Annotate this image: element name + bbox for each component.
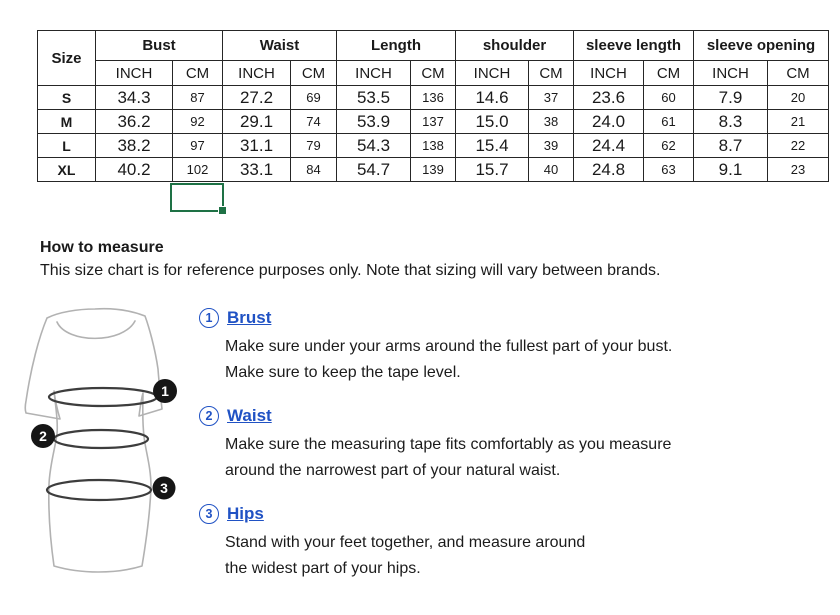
how-to-measure-note: This size chart is for reference purposes only. Note that sizing will vary between brands. — [40, 262, 661, 279]
group-header-bust: Bust — [96, 31, 223, 61]
step-text-line: Stand with your feet together, and measure around — [225, 534, 586, 551]
table-cell: 29.1 — [223, 110, 291, 134]
table-cell: 20 — [768, 86, 829, 110]
table-cell: 15.4 — [456, 134, 529, 158]
table-cell: 69 — [291, 86, 337, 110]
table-cell: 14.6 — [456, 86, 529, 110]
unit-header: INCH — [456, 61, 529, 86]
measure-point-3-badge — [153, 477, 176, 500]
row-size-label: S — [38, 86, 96, 110]
table-cell: 40 — [529, 158, 574, 182]
table-cell: 74 — [291, 110, 337, 134]
table-cell: 24.0 — [574, 110, 644, 134]
step-bust — [199, 308, 789, 386]
group-header-sleeve-length: sleeve length — [574, 31, 694, 61]
unit-header: CM — [411, 61, 456, 86]
table-cell: 137 — [411, 110, 456, 134]
table-cell: 97 — [173, 134, 223, 158]
table-cell: 23 — [768, 158, 829, 182]
step-heading — [199, 406, 789, 426]
unit-header: CM — [768, 61, 829, 86]
step-text-line: Make sure the measuring tape fits comfortably as you measure — [225, 436, 672, 453]
group-header-sleeve-opening: sleeve opening — [694, 31, 829, 61]
badge-3-number: 3 — [160, 480, 168, 496]
dress-illustration — [15, 303, 190, 603]
table-cell: 8.7 — [694, 134, 768, 158]
unit-header: CM — [529, 61, 574, 86]
badge-1-number: 1 — [161, 383, 169, 399]
table-cell: 61 — [644, 110, 694, 134]
unit-header: CM — [173, 61, 223, 86]
table-cell: 8.3 — [694, 110, 768, 134]
row-size-label: XL — [38, 158, 96, 182]
table-cell: 138 — [411, 134, 456, 158]
table-row-m — [38, 110, 829, 134]
table-cell: 21 — [768, 110, 829, 134]
table-cell: 53.5 — [337, 86, 411, 110]
table-cell: 63 — [644, 158, 694, 182]
table-cell: 136 — [411, 86, 456, 110]
table-cell: 79 — [291, 134, 337, 158]
step-heading — [199, 504, 789, 524]
table-cell: 37 — [529, 86, 574, 110]
size-chart-table — [37, 30, 829, 182]
table-cell: 54.3 — [337, 134, 411, 158]
unit-header: INCH — [337, 61, 411, 86]
table-cell: 9.1 — [694, 158, 768, 182]
table-cell: 62 — [644, 134, 694, 158]
circled-number-1-icon: 1 — [199, 308, 219, 328]
table-cell: 38 — [529, 110, 574, 134]
unit-header: CM — [291, 61, 337, 86]
step-text-line: the widest part of your hips. — [225, 560, 421, 577]
step-text-line: Make sure to keep the tape level. — [225, 364, 461, 381]
group-header-length: Length — [337, 31, 456, 61]
table-cell: 38.2 — [96, 134, 173, 158]
table-cell: 36.2 — [96, 110, 173, 134]
step-waist — [199, 406, 789, 484]
cell-selection-box[interactable] — [170, 183, 224, 212]
selection-fill-handle[interactable] — [218, 206, 227, 215]
table-row-xl — [38, 158, 829, 182]
table-cell: 34.3 — [96, 86, 173, 110]
how-to-measure-header — [40, 239, 780, 280]
circled-number-3-icon: 3 — [199, 504, 219, 524]
table-cell: 92 — [173, 110, 223, 134]
table-row-l — [38, 134, 829, 158]
table-cell: 7.9 — [694, 86, 768, 110]
bust-link[interactable]: Brust — [227, 308, 272, 327]
step-text-line: Make sure under your arms around the fullest part of your bust. — [225, 338, 673, 355]
group-header-waist: Waist — [223, 31, 337, 61]
unit-header: INCH — [223, 61, 291, 86]
table-cell: 31.1 — [223, 134, 291, 158]
step-hips — [199, 504, 789, 582]
table-unit-header-row — [38, 61, 829, 86]
measure-point-1-badge — [153, 379, 177, 403]
table-row-s — [38, 86, 829, 110]
circled-number-2-icon: 2 — [199, 406, 219, 426]
unit-header: INCH — [694, 61, 768, 86]
table-cell: 23.6 — [574, 86, 644, 110]
unit-header: INCH — [96, 61, 173, 86]
table-cell: 54.7 — [337, 158, 411, 182]
badge-2-number: 2 — [39, 428, 47, 444]
step-heading — [199, 308, 789, 328]
unit-header: CM — [644, 61, 694, 86]
size-column-header: Size — [38, 31, 96, 86]
table-cell: 39 — [529, 134, 574, 158]
hips-link[interactable]: Hips — [227, 504, 264, 523]
table-cell: 15.7 — [456, 158, 529, 182]
unit-header: INCH — [574, 61, 644, 86]
table-group-header-row — [38, 31, 829, 61]
step-text-line: around the narrowest part of your natural waist. — [225, 462, 561, 479]
table-cell: 15.0 — [456, 110, 529, 134]
table-cell: 27.2 — [223, 86, 291, 110]
table-cell: 102 — [173, 158, 223, 182]
table-cell: 139 — [411, 158, 456, 182]
table-cell: 60 — [644, 86, 694, 110]
how-to-measure-title: How to measure — [40, 239, 164, 256]
row-size-label: L — [38, 134, 96, 158]
group-header-shoulder: shoulder — [456, 31, 574, 61]
table-cell: 53.9 — [337, 110, 411, 134]
measure-steps — [199, 308, 789, 602]
waist-link[interactable]: Waist — [227, 406, 272, 425]
table-cell: 40.2 — [96, 158, 173, 182]
table-cell: 33.1 — [223, 158, 291, 182]
table-cell: 84 — [291, 158, 337, 182]
table-cell: 24.8 — [574, 158, 644, 182]
row-size-label: M — [38, 110, 96, 134]
table-cell: 24.4 — [574, 134, 644, 158]
measure-point-2-badge — [31, 424, 55, 448]
table-cell: 22 — [768, 134, 829, 158]
table-cell: 87 — [173, 86, 223, 110]
